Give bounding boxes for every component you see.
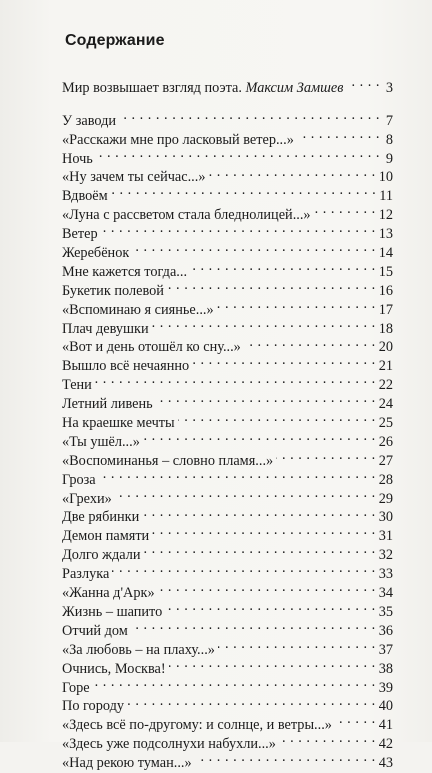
table-of-contents xyxy=(62,73,393,772)
toc-entry-title: «Луна с рассветом стала бледнолицей...» xyxy=(62,207,311,224)
toc-entry-title: «Жанна д'Арк» xyxy=(62,585,155,602)
leader-dots xyxy=(346,73,380,92)
toc-entry-title: «Ты ушёл...» xyxy=(62,433,140,450)
toc-entry-title: Разлука xyxy=(62,566,110,583)
toc-entry-page: 36 xyxy=(378,622,393,639)
toc-entry-page: 16 xyxy=(378,282,393,299)
leader-dots xyxy=(142,503,375,522)
toc-entry-title: На краешке мечты xyxy=(62,415,175,432)
toc-entry[interactable] xyxy=(62,163,393,186)
toc-entry-page: 26 xyxy=(378,433,393,450)
toc-entry-page: 3 xyxy=(385,79,393,96)
toc-entry-page: 24 xyxy=(378,396,393,413)
toc-entry-page: 37 xyxy=(378,641,393,658)
leader-dots xyxy=(115,484,376,503)
toc-entry-title: «Расскажи мне про ласковый ветер...» xyxy=(62,131,294,148)
leader-dots xyxy=(143,427,376,446)
toc-entry-title: Долго ждали xyxy=(62,547,141,564)
leader-dots xyxy=(218,635,376,654)
toc-entry-page: 39 xyxy=(378,679,393,696)
toc-entry-title: «Вспоминаю я сиянье...» xyxy=(62,301,214,318)
page-title: Содержание xyxy=(65,32,165,49)
leader-dots xyxy=(112,559,375,578)
leader-dots xyxy=(127,692,376,711)
toc-entry[interactable] xyxy=(62,219,393,243)
toc-entry-page: 17 xyxy=(378,301,393,318)
leader-dots xyxy=(156,389,376,408)
leader-dots xyxy=(178,408,376,427)
toc-entry-page: 8 xyxy=(385,131,393,148)
toc-entry-title: Летний ливень xyxy=(62,396,153,413)
leader-dots xyxy=(208,163,375,182)
toc-entry-title: Отчий дом xyxy=(62,622,128,639)
toc-entry-title: Ветер xyxy=(62,226,98,243)
toc-entry-title: Вдвоём xyxy=(62,188,108,205)
leader-dots xyxy=(169,654,376,673)
leader-dots xyxy=(93,673,376,692)
toc-entry-page: 32 xyxy=(378,547,393,564)
toc-entry-title: Горе xyxy=(62,679,90,696)
toc-entry-title: Букетик полевой xyxy=(62,282,164,299)
leader-dots xyxy=(244,333,376,352)
toc-entry-page: 30 xyxy=(378,509,393,526)
toc-entry-title: «Вот и день отошёл ко сну...» xyxy=(62,339,241,356)
toc-entry-page: 31 xyxy=(378,528,393,545)
toc-entry[interactable] xyxy=(62,144,393,167)
leader-dots xyxy=(165,597,375,616)
toc-entry[interactable] xyxy=(62,389,393,413)
toc-entry-page: 7 xyxy=(385,112,393,129)
toc-entry-page: 25 xyxy=(378,415,393,432)
toc-entry-page: 20 xyxy=(378,339,393,356)
toc-entry-title: Вышло всё нечаянно xyxy=(62,358,190,375)
toc-entry[interactable] xyxy=(62,238,393,262)
leader-dots xyxy=(95,370,376,389)
toc-entry-page: 9 xyxy=(385,150,393,167)
toc-entry-page: 18 xyxy=(378,320,393,337)
toc-entry-title: «За любовь – на плаху...» xyxy=(62,641,215,658)
leader-dots xyxy=(158,578,376,597)
toc-entry-title: Тени xyxy=(62,377,92,394)
leader-dots xyxy=(131,616,376,635)
toc-entry-title: «Здесь уже подсолнухи набухли...» xyxy=(62,736,276,753)
toc-entry-page: 28 xyxy=(378,471,393,488)
leader-dots xyxy=(195,748,376,767)
toc-entry[interactable] xyxy=(62,200,393,224)
toc-entry-title: «Грехи» xyxy=(62,490,112,507)
leader-dots xyxy=(111,181,377,200)
leader-dots xyxy=(96,144,380,163)
toc-entry-title: Две рябинки xyxy=(62,509,140,526)
toc-entry-title: Жизнь – шапито xyxy=(62,603,163,620)
toc-entry-page: 40 xyxy=(378,698,393,715)
toc-entry-title: Демон памяти xyxy=(62,528,150,545)
leader-dots xyxy=(297,125,380,144)
toc-entry-page: 34 xyxy=(378,585,393,602)
toc-entry-title: «Ну зачем ты сейчас...» xyxy=(62,169,206,186)
toc-entry[interactable] xyxy=(62,370,393,394)
toc-entry-page: 11 xyxy=(379,188,393,205)
toc-entry-page: 10 xyxy=(378,169,393,186)
toc-entry-title: «Над рекою туман...» xyxy=(62,755,192,772)
toc-entry-page: 12 xyxy=(378,207,393,224)
toc-entry-title: У заводи xyxy=(62,112,117,129)
toc-entry-page: 42 xyxy=(378,736,393,753)
toc-entry[interactable] xyxy=(62,484,393,507)
toc-entry-title: Гроза xyxy=(62,471,96,488)
leader-dots xyxy=(192,351,376,370)
toc-entry-title: Мир возвышает взгляд поэта. Максим Замшев xyxy=(62,79,344,96)
toc-entry-page: 29 xyxy=(378,490,393,507)
toc-entry-page: 38 xyxy=(378,660,393,677)
toc-entry-page: 27 xyxy=(378,452,393,469)
leader-dots xyxy=(119,106,380,125)
toc-entry-page: 15 xyxy=(378,263,393,280)
toc-entry-title: Мне кажется тогда... xyxy=(62,263,188,280)
toc-entry-title: Очнись, Москва! xyxy=(62,660,166,677)
toc-entry-page: 33 xyxy=(378,566,393,583)
toc-entry-page: 13 xyxy=(378,226,393,243)
toc-entry-page: 43 xyxy=(378,755,393,772)
leader-dots xyxy=(217,295,376,314)
toc-entry-title: «Воспоминанья – словно пламя...» xyxy=(62,452,274,469)
leader-dots xyxy=(99,465,376,484)
leader-dots xyxy=(152,314,376,333)
leader-dots xyxy=(190,257,376,276)
toc-entry-page: 14 xyxy=(378,245,393,262)
toc-entry-title: «Здесь всё по-другому: и солнце, и ветры...» xyxy=(62,717,332,734)
leader-dots xyxy=(335,710,376,729)
leader-dots xyxy=(314,200,376,219)
leader-dots xyxy=(144,540,376,559)
toc-entry[interactable] xyxy=(62,465,393,488)
toc-entry-page: 41 xyxy=(378,717,393,734)
leader-dots xyxy=(167,276,376,295)
toc-entry[interactable] xyxy=(62,578,393,602)
leader-dots xyxy=(152,521,375,540)
toc-entry[interactable] xyxy=(62,181,393,205)
leader-dots xyxy=(132,238,375,257)
toc-entry[interactable] xyxy=(62,692,393,715)
toc-entry-title: Плач девушки xyxy=(62,320,149,337)
toc-entry-page: 22 xyxy=(378,377,393,394)
toc-list xyxy=(62,106,393,772)
toc-entry-author: Максим Замшев xyxy=(245,79,344,96)
toc-entry-title: Ночь xyxy=(62,150,93,167)
toc-entry-page: 35 xyxy=(378,603,393,620)
toc-entry-title: Жеребёнок xyxy=(62,245,130,262)
toc-entry[interactable] xyxy=(62,106,393,129)
leader-dots xyxy=(101,219,376,238)
toc-entry[interactable] xyxy=(62,673,393,696)
toc-entry-page: 21 xyxy=(378,358,393,375)
toc-entry-intro[interactable] xyxy=(62,73,393,96)
leader-dots xyxy=(276,446,376,465)
leader-dots xyxy=(279,729,376,748)
toc-entry[interactable] xyxy=(62,559,393,583)
toc-entry-title: По городу xyxy=(62,698,125,715)
